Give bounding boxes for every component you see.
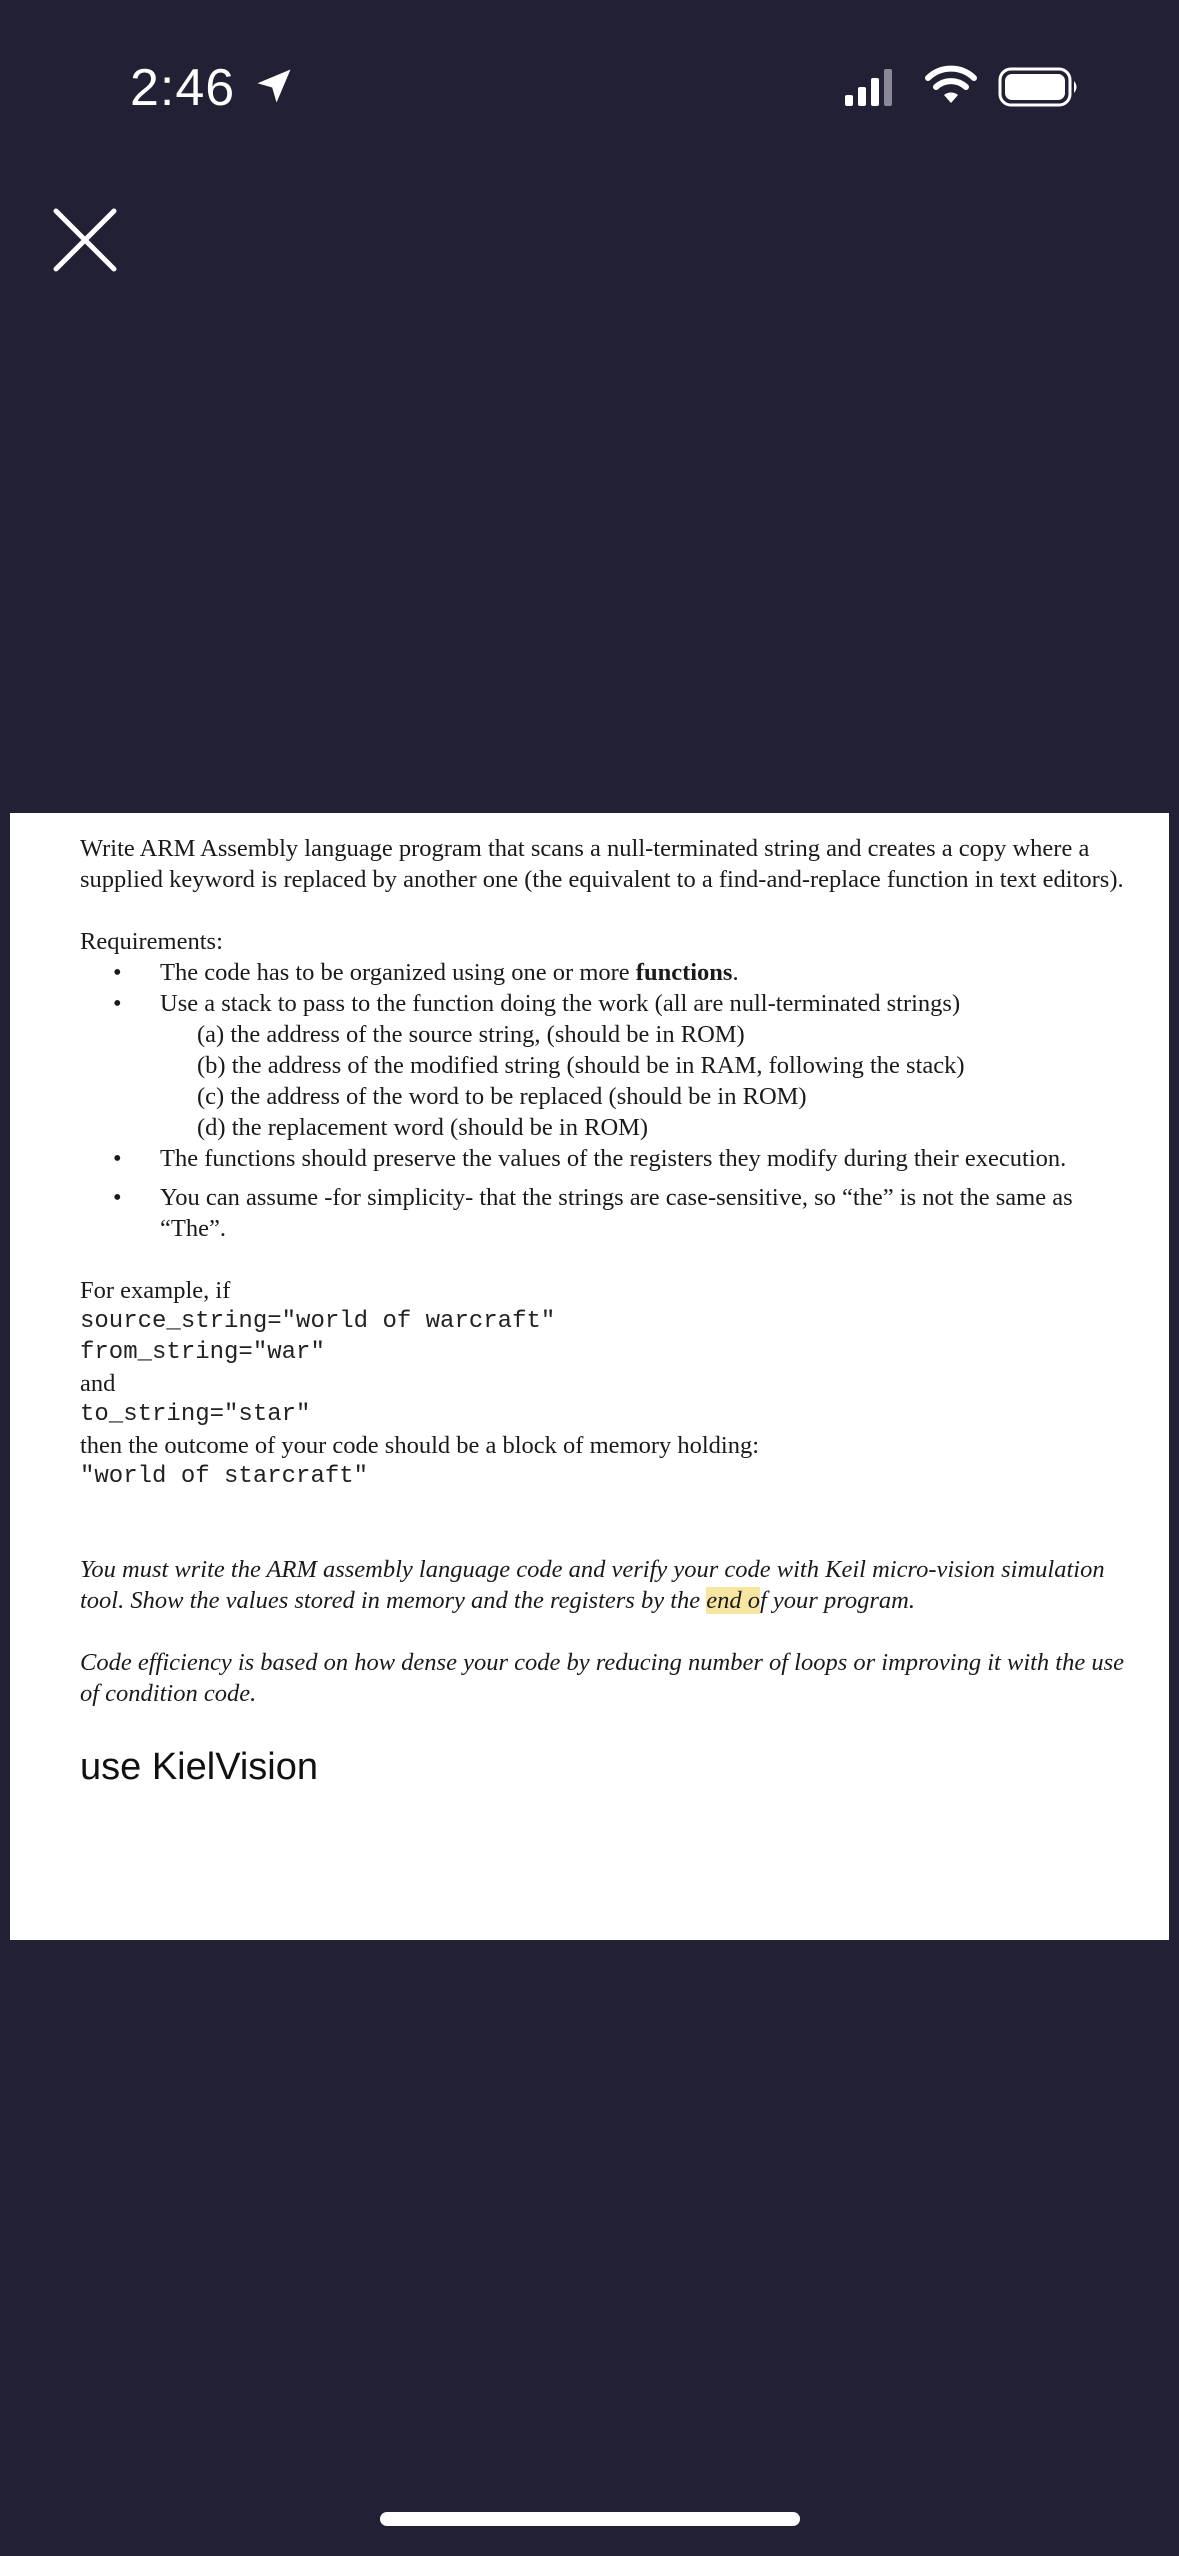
req1-end: .	[732, 959, 739, 986]
handwritten-note: use KielVision	[80, 1746, 319, 1788]
req2-text: Use a stack to pass to the function doing the work (all are null-terminated strings)	[160, 990, 961, 1017]
and-text: and	[80, 1370, 116, 1397]
requirement-item: • The code has to be organized using one or more functions.	[113, 959, 739, 986]
battery-icon	[998, 66, 1080, 108]
req2-item-b: (b) the address of the modified string (should be in RAM, following the stack)	[197, 1052, 965, 1079]
code-from-string: from_string="war"	[80, 1339, 325, 1366]
status-time: 2:46	[130, 59, 236, 117]
intro-paragraph: Write ARM Assembly language program that scans a null-terminated string and creates a copy where a supplied keyword is replaced by another one (the equivalent to a find-and-replace function in text editors).	[80, 835, 1124, 893]
req2-item-d: (d) the replacement word (should be in ROM)	[197, 1114, 649, 1141]
req3-text: The functions should preserve the values of the registers they modify during their execution.	[160, 1145, 1067, 1172]
code-source-string: source_string="world of warcraft"	[80, 1308, 556, 1335]
document-content	[80, 833, 1140, 1827]
outcome-text: then the outcome of your code should be a block of memory holding:	[80, 1432, 760, 1459]
location-arrow-icon	[252, 64, 296, 108]
requirements-title: Requirements:	[80, 928, 223, 955]
example-intro: For example, if	[80, 1277, 231, 1304]
requirement-item: • Use a stack to pass to the function doing the work (all are null-terminated strings)	[113, 990, 961, 1017]
req2-item-c: (c) the address of the word to be replaced (should be in ROM)	[197, 1083, 807, 1110]
signal-icon	[845, 68, 895, 108]
note-efficiency: Code efficiency is based on how dense your code by reducing number of loops or improving it with the use of condition code.	[80, 1649, 1125, 1707]
req2-item-a: (a) the address of the source string, (should be in ROM)	[197, 1021, 745, 1048]
req4-text: You can assume -for simplicity- that the strings are case-sensitive, so “the” is not the same as “The”.	[160, 1184, 1073, 1242]
wifi-icon	[925, 64, 977, 106]
note-keil-part2: f your program.	[760, 1587, 915, 1614]
req1-bold: functions	[635, 959, 733, 986]
code-to-string: to_string="star"	[80, 1401, 311, 1428]
status-bar	[0, 0, 1179, 180]
requirements-list-continued	[80, 1143, 1140, 1244]
note-keil-part1: You must write the ARM assembly language code and verify your code with Keil micro-vision simulation tool. Show the values stored in memory and the registers by the	[80, 1556, 1105, 1614]
req1-text: The code has to be organized using one or more	[160, 959, 636, 986]
requirement-item: • The functions should preserve the values of the registers they modify during their execution.	[113, 1145, 1067, 1172]
code-result-string: "world of starcraft"	[80, 1463, 369, 1490]
requirement-item: • You can assume -for simplicity- that the strings are case-sensitive, so “the” is not the same as “The”.	[113, 1184, 1073, 1242]
document-image	[10, 813, 1169, 1940]
note-keil-highlight: end o	[706, 1587, 760, 1614]
note-keil	[80, 1554, 1140, 1616]
close-icon[interactable]	[50, 205, 120, 275]
requirements-list	[80, 957, 1140, 1019]
home-indicator[interactable]	[380, 2512, 800, 2526]
